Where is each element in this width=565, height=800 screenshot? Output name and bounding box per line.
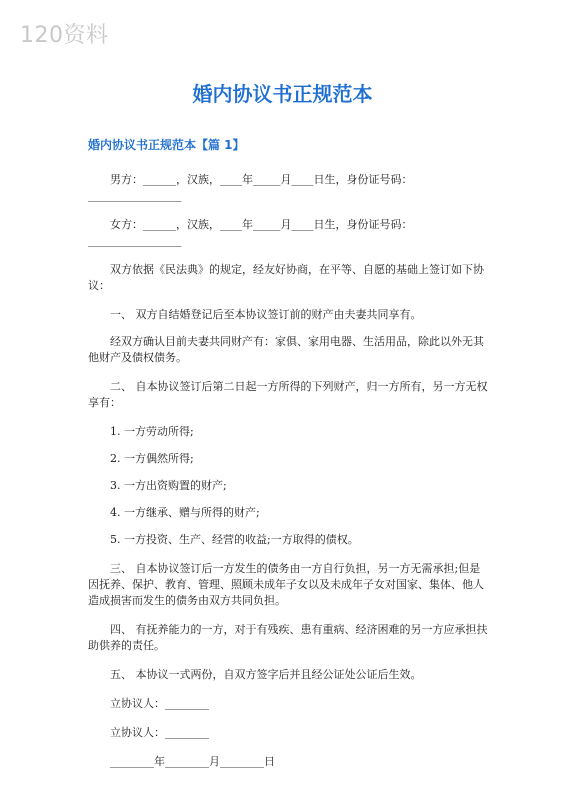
section-subtitle: 婚内协议书正规范本【篇 1】 — [88, 138, 245, 152]
signature-line-1: 立协议人：________ — [110, 697, 209, 710]
clause-3: 三、 自本协议签订后一方发生的债务由一方自行负担，另一方无需承担;但是因抚养、保护、教育、管理、照顾未成年子女以及未成年子女对国家、集体、他人造成损害而发生的债务由双方共同负担。 — [88, 562, 484, 607]
list-item: 1. 一方劳动所得; — [110, 425, 194, 438]
clause-5: 五、 本协议一式两份，自双方签字后并且经公证处公证后生效。 — [110, 668, 422, 681]
signature-line-2: 立协议人：________ — [110, 726, 209, 739]
paragraph-wife: 女方：______，汉族，____年_____月____日生，身份证号码：_________________ — [88, 218, 413, 247]
list-item: 2. 一方偶然所得; — [110, 452, 194, 465]
clause-2: 二、 自本协议签订后第二日起一方所得的下列财产，归一方所有，另一方无权享有： — [88, 380, 488, 409]
paragraph-intro: 双方依据《民法典》的规定，经友好协商，在平等、自愿的基础上签订如下协议： — [88, 263, 484, 292]
clause-1-detail: 经双方确认目前夫妻共同财产有：家俱、家用电器、生活用品，除此以外无其他财产及债权债务。 — [88, 335, 484, 364]
list-item: 5. 一方投资、生产、经营的收益;一方取得的债权。 — [110, 533, 359, 546]
clause-1: 一、 双方自结婚登记后至本协议签订前的财产由夫妻共同享有。 — [110, 308, 422, 321]
document-body — [88, 172, 488, 783]
clause-4: 四、 有抚养能力的一方，对于有残疾、患有重病、经济困难的另一方应承担扶助供养的责任。 — [88, 623, 488, 652]
watermark-logo: 120资料 — [20, 23, 109, 48]
paragraph-husband: 男方：______，汉族，____年_____月____日生，身份证号码：_________________ — [88, 173, 413, 202]
date-line: ________年________月________日 — [110, 755, 275, 768]
list-item: 3. 一方出资购置的财产; — [110, 479, 227, 492]
document-title: 婚内协议书正规范本 — [192, 82, 373, 106]
list-item: 4. 一方继承、赠与所得的财产; — [110, 506, 260, 519]
